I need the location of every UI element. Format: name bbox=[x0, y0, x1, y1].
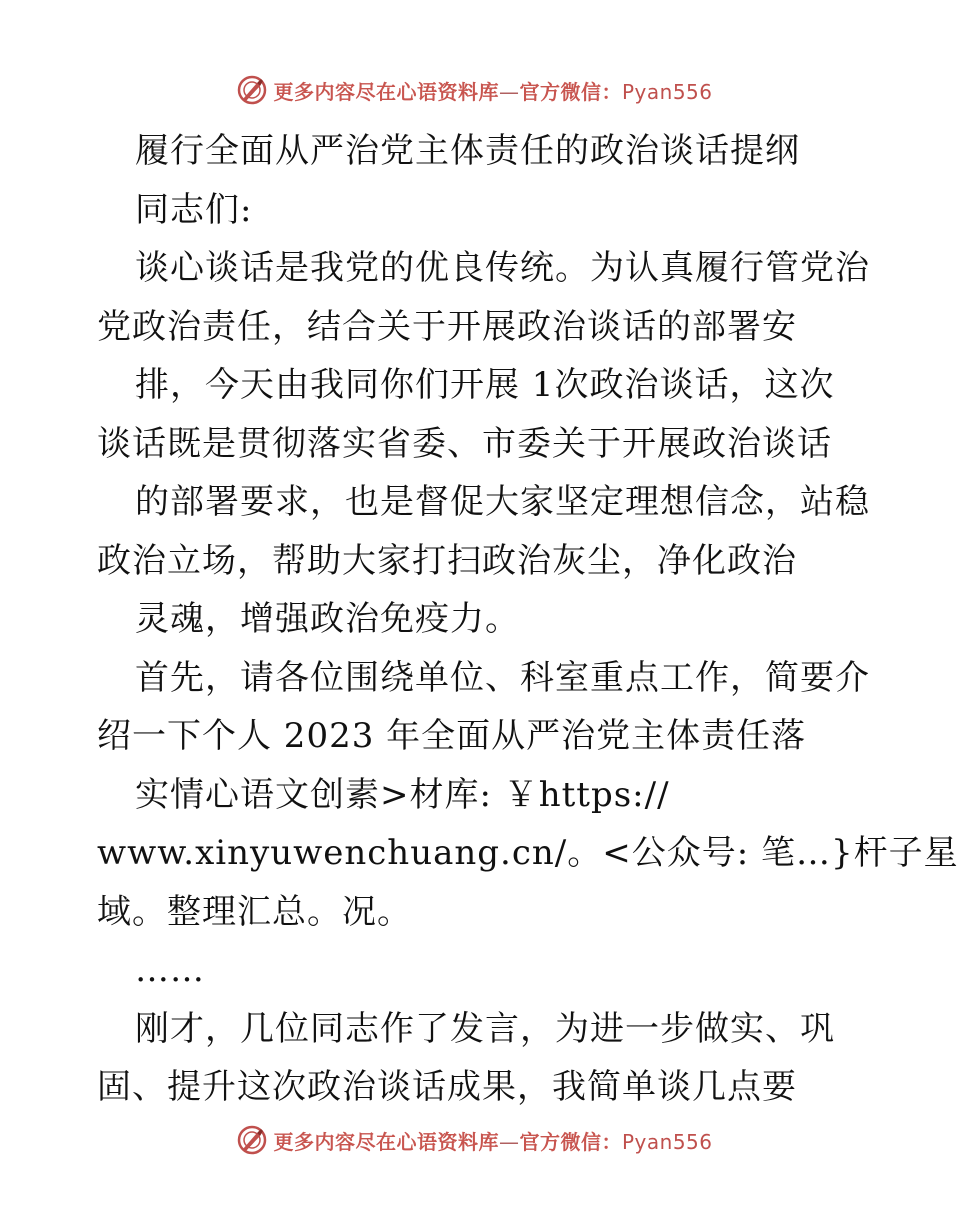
watermark-main: 更多内容尽在心语资料库 bbox=[273, 79, 499, 104]
watermark-separator: — bbox=[498, 1129, 520, 1154]
watermark-separator: — bbox=[498, 79, 520, 104]
header-watermark bbox=[0, 70, 950, 110]
pen-logo-icon bbox=[237, 1125, 267, 1155]
paragraph-line: 政治立场，帮助大家打扫政治灰尘，净化政治 bbox=[97, 540, 797, 581]
paragraph-line: 灵魂，增强政治免疫力。 bbox=[135, 599, 520, 639]
document-title: 履行全面从严治党主体责任的政治谈话提纲 bbox=[135, 131, 800, 171]
paragraph-line: 域。整理汇总。况。 bbox=[97, 891, 412, 932]
paragraph-line: 刚才，几位同志作了发言，为进一步做实、巩 bbox=[135, 1008, 835, 1049]
watermark-main: 更多内容尽在心语资料库 bbox=[273, 1129, 499, 1154]
pen-logo-icon bbox=[237, 75, 267, 105]
paragraph-line: 谈心谈话是我党的优良传统。为认真履行管党治 bbox=[135, 248, 870, 288]
watermark-wechat-id: Pyan556 bbox=[621, 1129, 713, 1154]
footer-watermark bbox=[0, 1120, 950, 1160]
paragraph-line: 的部署要求，也是督促大家坚定理想信念，站稳 bbox=[135, 482, 870, 522]
paragraph-line: 党政治责任，结合关于开展政治谈话的部署安 bbox=[97, 306, 797, 347]
paragraph-line: 同志们: bbox=[135, 189, 253, 230]
paragraph-line: 固、提升这次政治谈话成果，我简单谈几点要 bbox=[97, 1067, 797, 1107]
document-body bbox=[97, 122, 959, 1117]
paragraph-line: www.xinyuwenchuang.cn/。<公众号: 笔…}杆子星 bbox=[97, 833, 959, 873]
watermark-official: 官方微信： bbox=[519, 1129, 622, 1154]
watermark-official: 官方微信： bbox=[519, 79, 622, 104]
watermark-text bbox=[273, 76, 712, 105]
ellipsis-line: …… bbox=[135, 950, 205, 990]
watermark-text bbox=[273, 1126, 712, 1155]
paragraph-line: 实情心语文创素>材库: ￥https:// bbox=[135, 774, 670, 815]
paragraph-line: 谈话既是贯彻落实省委、市委关于开展政治谈话 bbox=[97, 423, 832, 464]
paragraph-line: 首先，请各位围绕单位、科室重点工作，简要介 bbox=[135, 657, 870, 698]
watermark-wechat-id: Pyan556 bbox=[621, 79, 713, 104]
paragraph-line: 绍一下个人 2023 年全面从严治党主体责任落 bbox=[97, 716, 807, 756]
paragraph-line: 排，今天由我同你们开展 1次政治谈话，这次 bbox=[135, 365, 835, 405]
